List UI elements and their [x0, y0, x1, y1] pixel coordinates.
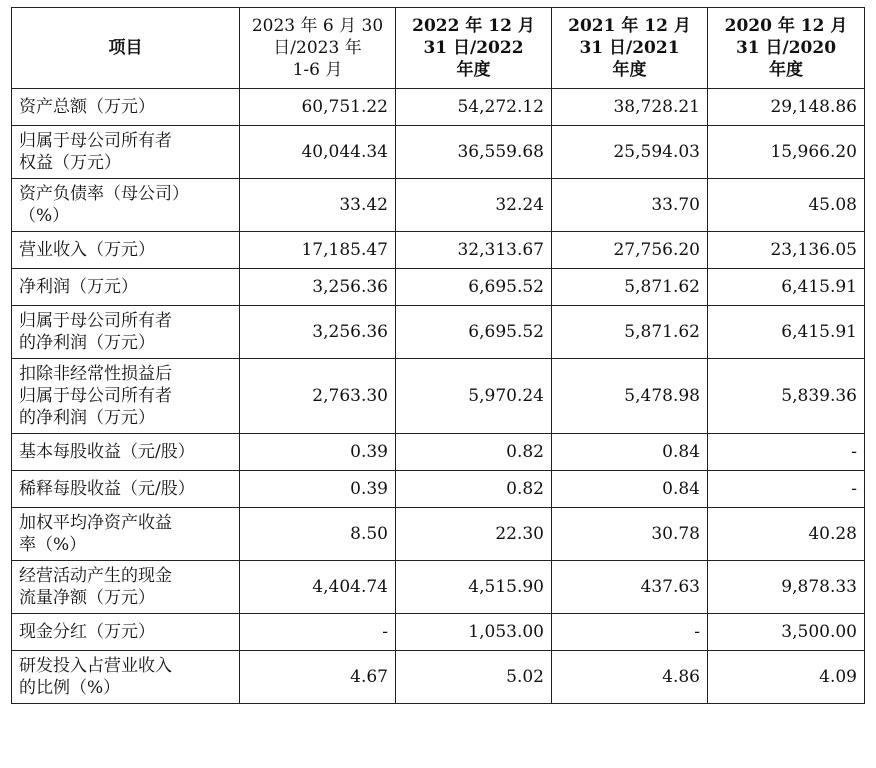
row-label-line: 经营活动产生的现金: [19, 566, 172, 586]
row-label-line: 现金分红（万元）: [19, 622, 155, 642]
value-cell: 3,500.00: [708, 614, 865, 651]
row-label: [12, 651, 240, 704]
value-cell: 6,415.91: [708, 269, 865, 306]
value-cell: 9,878.33: [708, 561, 865, 614]
row-label-line: 权益（万元）: [19, 153, 121, 173]
value-cell: 38,728.21: [552, 89, 708, 126]
value-cell: 3,256.36: [240, 269, 396, 306]
value-cell: 437.63: [552, 561, 708, 614]
value-cell: 33.42: [240, 179, 396, 232]
value-cell: 4.09: [708, 651, 865, 704]
row-label: [12, 471, 240, 508]
value-cell: 0.84: [552, 434, 708, 471]
header-period-2021: 2021 年 12 月 31 日/2021 年度: [552, 8, 708, 89]
value-cell: 4,404.74: [240, 561, 396, 614]
value-cell: 40.28: [708, 508, 865, 561]
row-label-line: 率（%）: [19, 535, 87, 555]
row-label: [12, 508, 240, 561]
value-cell: -: [240, 614, 396, 651]
row-label-line: 基本每股收益（元/股）: [19, 442, 195, 462]
value-cell: 29,148.86: [708, 89, 865, 126]
value-cell: 4.86: [552, 651, 708, 704]
value-cell: 5,970.24: [396, 359, 552, 434]
row-label-line: 的净利润（万元）: [19, 333, 155, 353]
value-cell: 4.67: [240, 651, 396, 704]
value-cell: 6,695.52: [396, 306, 552, 359]
row-label: [12, 306, 240, 359]
row-label-line: 加权平均净资产收益: [19, 513, 172, 533]
table-row: [12, 179, 865, 232]
header-period-2022: 2022 年 12 月 31 日/2022 年度: [396, 8, 552, 89]
value-cell: 5,478.98: [552, 359, 708, 434]
value-cell: 5,839.36: [708, 359, 865, 434]
value-cell: 0.84: [552, 471, 708, 508]
row-label-line: 研发投入占营业收入: [19, 656, 172, 676]
row-label-line: 资产负债率（母公司）: [19, 184, 189, 204]
header-item: 项目: [12, 8, 240, 89]
row-label: [12, 614, 240, 651]
value-cell: 27,756.20: [552, 232, 708, 269]
row-label: [12, 434, 240, 471]
value-cell: 23,136.05: [708, 232, 865, 269]
value-cell: 32.24: [396, 179, 552, 232]
value-cell: 32,313.67: [396, 232, 552, 269]
row-label-line: 归属于母公司所有者: [19, 386, 172, 406]
value-cell: 33.70: [552, 179, 708, 232]
table-row: [12, 614, 865, 651]
row-label-line: 资产总额（万元）: [19, 97, 155, 117]
row-label-line: 归属于母公司所有者: [19, 311, 172, 331]
row-label-line: 的净利润（万元）: [19, 408, 155, 428]
value-cell: 2,763.30: [240, 359, 396, 434]
row-label: [12, 359, 240, 434]
row-label: [12, 126, 240, 179]
value-cell: 5,871.62: [552, 269, 708, 306]
value-cell: 15,966.20: [708, 126, 865, 179]
value-cell: 4,515.90: [396, 561, 552, 614]
row-label: [12, 89, 240, 126]
value-cell: 25,594.03: [552, 126, 708, 179]
row-label-line: 稀释每股收益（元/股）: [19, 479, 195, 499]
table-body: [12, 89, 865, 704]
value-cell: 45.08: [708, 179, 865, 232]
row-label-line: 净利润（万元）: [19, 277, 138, 297]
value-cell: -: [552, 614, 708, 651]
table-row: [12, 561, 865, 614]
value-cell: 1,053.00: [396, 614, 552, 651]
row-label: [12, 179, 240, 232]
row-label-line: 扣除非经常性损益后: [19, 364, 172, 384]
value-cell: -: [708, 471, 865, 508]
table-row: [12, 89, 865, 126]
value-cell: -: [708, 434, 865, 471]
table-row: [12, 471, 865, 508]
value-cell: 3,256.36: [240, 306, 396, 359]
table-row: [12, 434, 865, 471]
value-cell: 6,695.52: [396, 269, 552, 306]
row-label: [12, 269, 240, 306]
value-cell: 60,751.22: [240, 89, 396, 126]
value-cell: 0.39: [240, 434, 396, 471]
table-row: [12, 232, 865, 269]
value-cell: 8.50: [240, 508, 396, 561]
value-cell: 0.82: [396, 471, 552, 508]
value-cell: 5,871.62: [552, 306, 708, 359]
row-label-line: 归属于母公司所有者: [19, 131, 172, 151]
table-row: [12, 359, 865, 434]
header-period-2023h1: 2023 年 6 月 30 日/2023 年 1-6 月: [240, 8, 396, 89]
value-cell: 40,044.34: [240, 126, 396, 179]
row-label-line: 的比例（%）: [19, 678, 121, 698]
value-cell: 36,559.68: [396, 126, 552, 179]
header-period-2020: 2020 年 12 月 31 日/2020 年度: [708, 8, 865, 89]
value-cell: 0.82: [396, 434, 552, 471]
value-cell: 17,185.47: [240, 232, 396, 269]
table-row: [12, 306, 865, 359]
table-row: [12, 508, 865, 561]
row-label: [12, 561, 240, 614]
value-cell: 5.02: [396, 651, 552, 704]
value-cell: 54,272.12: [396, 89, 552, 126]
table-header-row: [12, 8, 865, 89]
financial-indicators-table: [11, 7, 865, 704]
row-label-line: （%）: [19, 206, 70, 226]
table-row: [12, 126, 865, 179]
row-label-line: 流量净额（万元）: [19, 588, 155, 608]
table-row: [12, 651, 865, 704]
row-label: [12, 232, 240, 269]
value-cell: 6,415.91: [708, 306, 865, 359]
value-cell: 22.30: [396, 508, 552, 561]
row-label-line: 营业收入（万元）: [19, 240, 155, 260]
value-cell: 30.78: [552, 508, 708, 561]
value-cell: 0.39: [240, 471, 396, 508]
table-row: [12, 269, 865, 306]
